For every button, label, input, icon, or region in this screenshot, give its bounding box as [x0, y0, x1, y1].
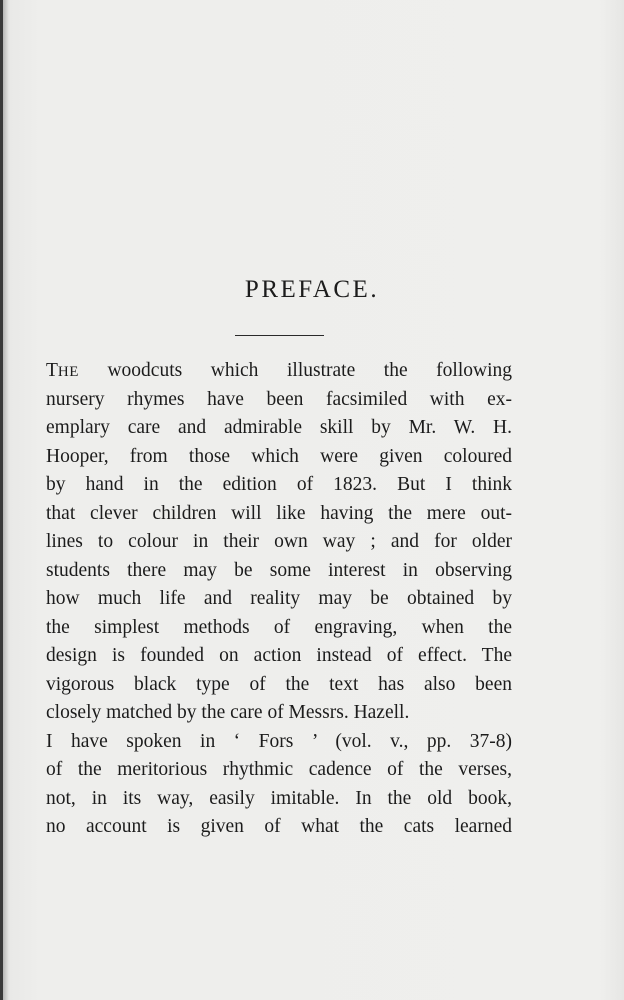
text-line-8: students there may be some interest in observing: [46, 559, 512, 581]
line-1-rest: woodcuts which illustrate the following: [78, 360, 512, 381]
text-line-14: I have spoken in ‘ Fors ’ (vol. v., pp. 37-8): [46, 730, 512, 752]
text-line-6: that clever children will like having the mere out-: [46, 502, 512, 524]
text-line-5: by hand in the edition of 1823. But I think: [46, 474, 512, 495]
text-line-12: vigorous black type of the text has also been: [46, 673, 512, 695]
text-line-9: how much life and reality may be obtained by: [46, 588, 512, 609]
text-line-11: design is founded on action instead of effect. The: [46, 645, 512, 666]
text-line-13: closely matched by the care of Messrs. Hazell.: [46, 702, 410, 723]
text-line-1: [46, 357, 512, 386]
dropword-small: HE: [57, 364, 79, 380]
text-line-15: of the meritorious rhythmic cadence of the verses,: [46, 759, 512, 780]
text-line-16: not, in its way, easily imitable. In the old book,: [46, 787, 512, 809]
dropword-big: T: [46, 360, 58, 381]
text-line-17: no account is given of what the cats learned: [46, 816, 512, 837]
page-title: PREFACE.: [244, 276, 380, 303]
spine-shadow: [3, 0, 9, 1000]
title-rule: [235, 335, 324, 336]
text-line-7: lines to colour in their own way ; and for older: [46, 531, 512, 552]
text-line-10: the simplest methods of engraving, when the: [46, 616, 512, 638]
text-line-3: emplary care and admirable skill by Mr. W. H.: [46, 417, 512, 438]
text-line-4: Hooper, from those which were given coloured: [46, 445, 512, 467]
preface-text: [46, 357, 512, 842]
text-line-2: nursery rhymes have been facsimiled with ex-: [46, 388, 512, 410]
